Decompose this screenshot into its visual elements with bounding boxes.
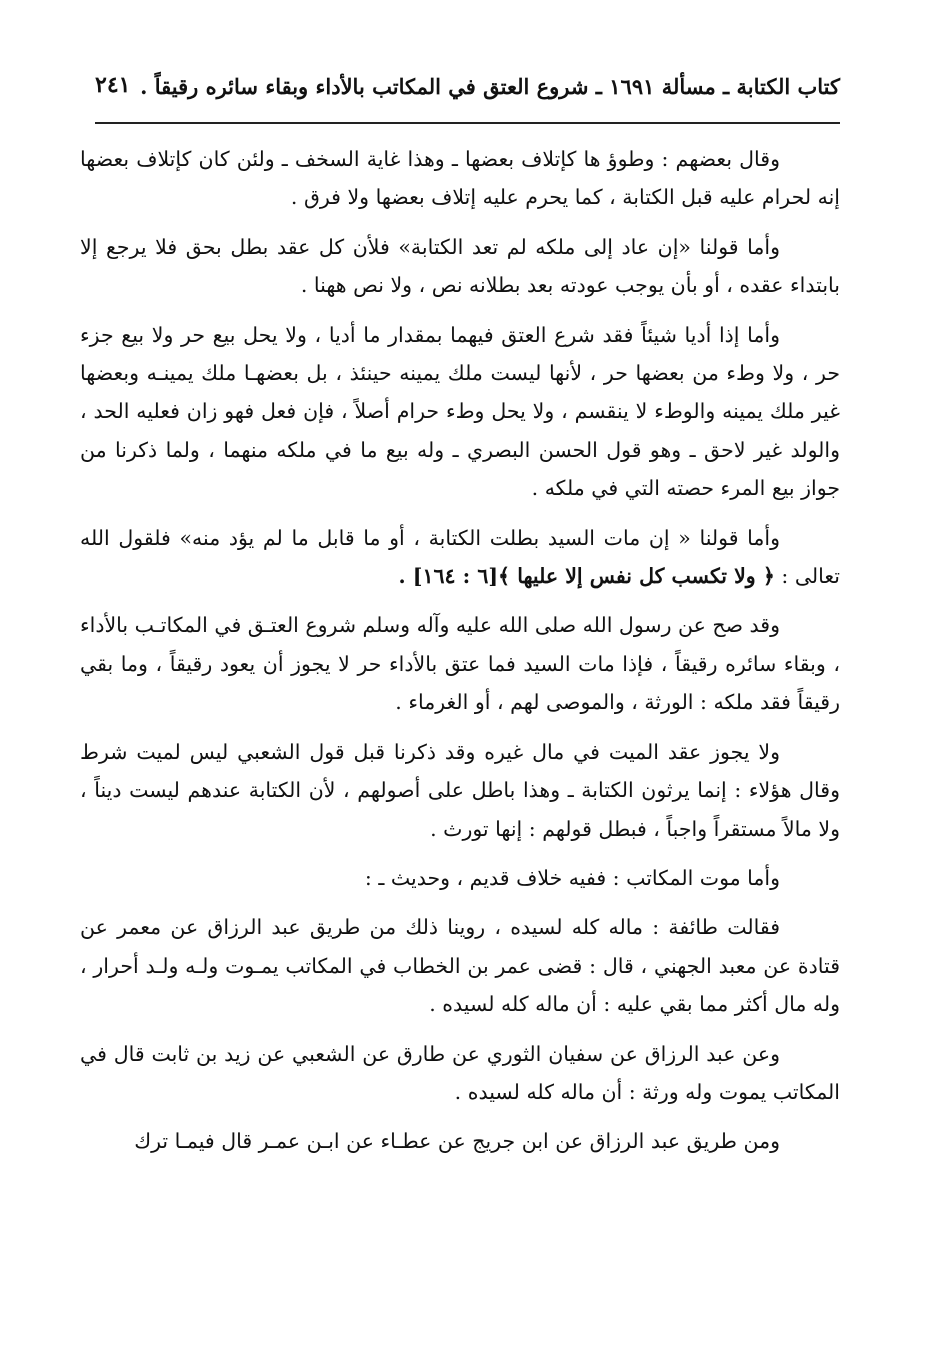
paragraph [80,606,840,721]
paragraph-text: ومن طريق عبد الرزاق عن ابن جريج عن عطـاء عن ابـن عمـر قال فيمـا ترك [134,1129,780,1154]
header-divider [95,122,840,124]
paragraph-text: وأما قولنا «إن عاد إلى ملكه لم تعد الكتابة» فلأن كل عقد بطل بحق فلا يرجع إلا بابتداء عقده ، أو بأن يوجب عودته بعد بطلانه نص ، ولا نص ههنا . [80,234,840,298]
paragraph [80,140,840,217]
paragraph-text: وأما قولنا « إن مات السيد بطلت الكتابة ، أو ما قابل ما لم يؤد منه» فلقول الله تعالى : [80,525,840,589]
paragraph [80,519,840,596]
running-title: كتاب الكتابة ـ مسألة ١٦٩١ ـ شروع العتق في المكاتب بالأداء وبقاء سائره رقيقاً . [140,74,840,99]
paragraph-text: ولا يجوز عقد الميت في مال غيره وقد ذكرنا قبل قول الشعبي ليس لميت شرط وقال هؤلاء : إنما يرثون الكتابة ـ وهذا باطل على أصولهم ، لأن الكتابة عندهم ليست ديناً ، ولا مالاً مستقراً واجباً ، فبطل قولهم : إنها تورث . [80,739,840,841]
paragraph-text: وأما موت المكاتب : ففيه خلاف قديم ، وحديث ـ : [364,865,780,890]
paragraph [80,859,840,897]
verse-reference: [٦ : ١٦٤] . [398,564,499,589]
paragraph [80,316,840,508]
paragraph [80,908,840,1023]
page-header [95,70,840,110]
paragraph [80,1122,840,1160]
page-body [80,140,840,1172]
quran-verse: ﴿ ولا تكسب كل نفس إلا عليها ﴾ [498,564,775,589]
page-number: ٢٤١ [95,72,131,98]
paragraph-text: وأما إذا أديا شيئاً فقد شرع العتق فيهما بمقدار ما أديا ، ولا يحل بيع حر ولا بيع جزء حر ، ولا وطء من بعضها حر ، لأنها ليست ملك يمينه حينئذ ، بل بعضهـا ملك يمينـه وبعضها غير ملك يمينه والوطء لا ينقسم ، ولا يحل وطء حرام أصلاً ، فإن فعل فهو زان فعليه الحد ، والولد غير لاحق ـ وهو قول الحسن البصري ـ وله بيع ما في ملكه منهما ، ولما ذكرنا من جواز بيع المرء حصته التي في ملكه . [80,322,840,501]
paragraph [80,733,840,848]
paragraph-text: وعن عبد الرزاق عن سفيان الثوري عن طارق عن الشعبي عن زيد بن ثابت قال في المكاتب يموت وله ورثة : أن ماله كله لسيده . [80,1041,840,1104]
paragraph-text: وقال بعضهم : وطوؤ ها كإتلاف بعضها ـ وهذا غاية السخف ـ ولئن كان كإتلاف بعضها إنه لحرام عليه قبل الكتابة ، كما يحرم عليه إتلاف بعضها ولا فرق . [80,147,840,210]
paragraph-text: وقد صح عن رسول الله صلى الله عليه وآله وسلم شروع العتـق في المكاتـب بالأداء ، وبقاء سائره رقيقاً ، فإذا مات السيد فما عتق بالأداء حر لا يجوز أن يعود رقيقاً ، وما بقي رقيقاً فقد ملكه : الورثة ، والموصى لهم ، أو الغرماء . [80,613,840,715]
paragraph-text: فقالت طائفة : ماله كله لسيده ، روينا ذلك من طريق عبد الرزاق عن معمر عن قتادة عن معبد الجهني ، قال : قضى عمر بن الخطاب في المكاتب يمـوت ولـه ولـد أحرار ، وله مال أكثر مما بقي عليه : أن ماله كله لسيده . [80,915,840,1017]
paragraph [80,228,840,305]
paragraph [80,1035,840,1112]
